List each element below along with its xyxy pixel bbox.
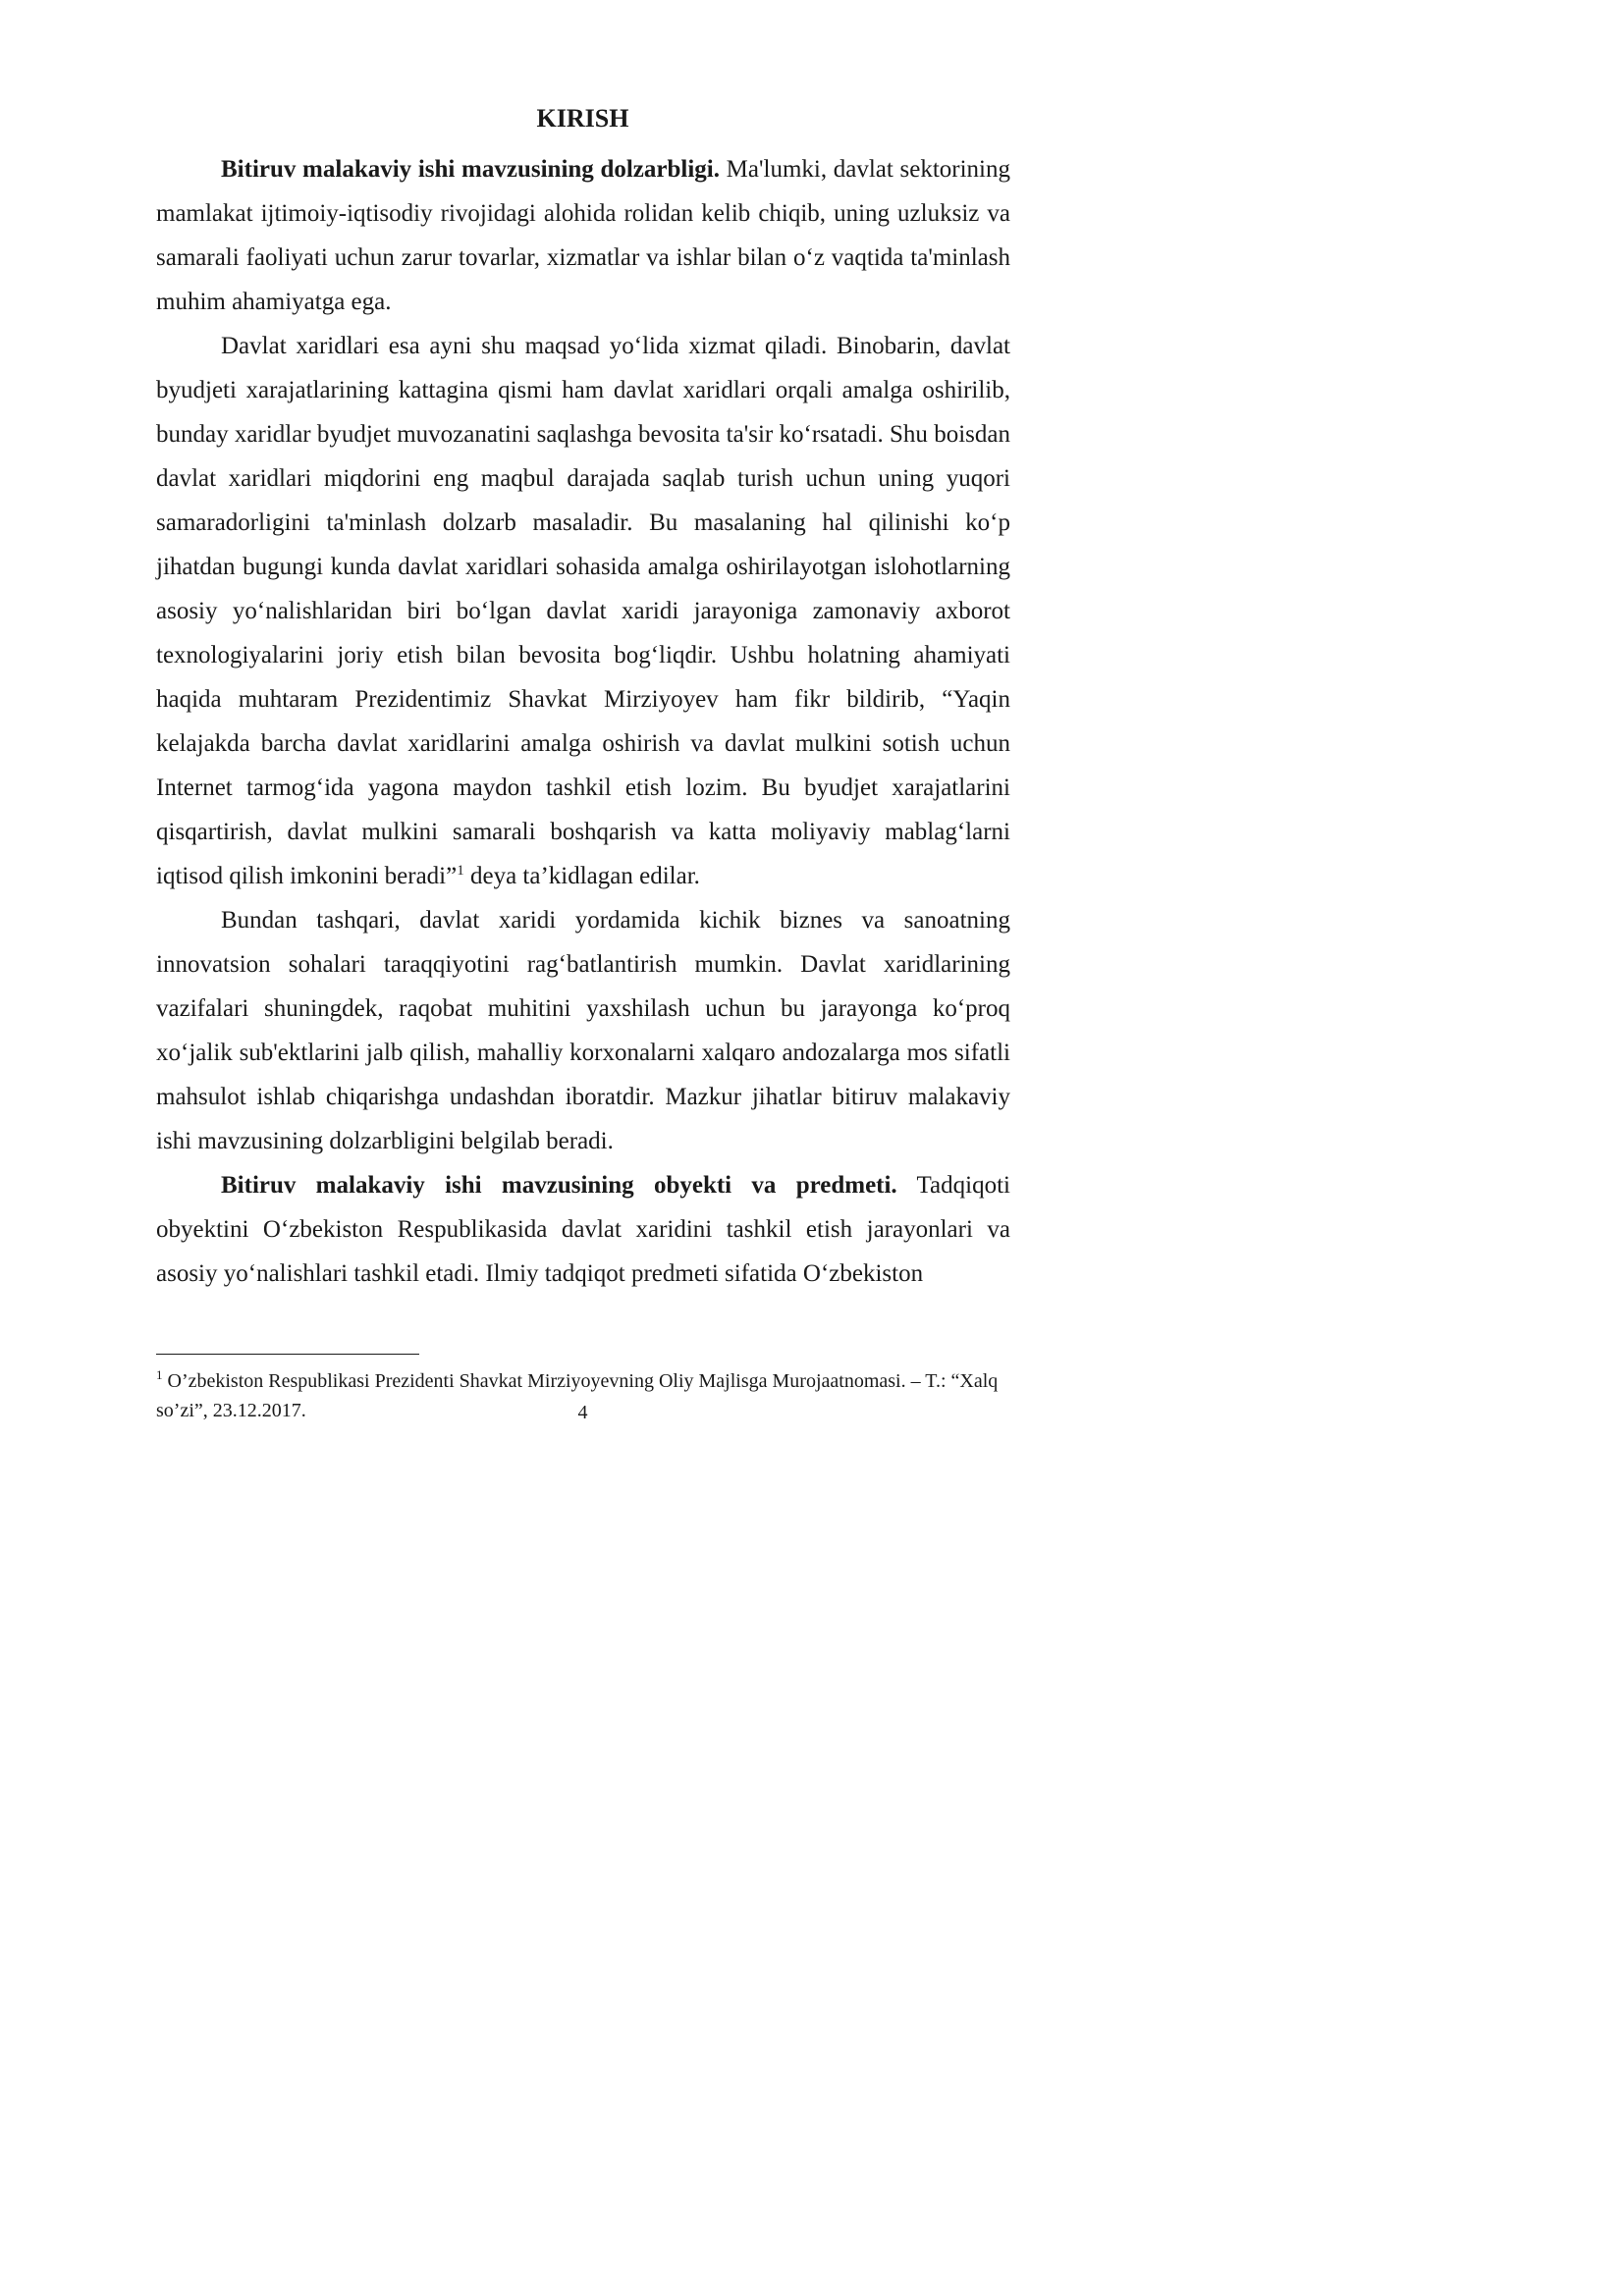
- paragraph-text: Ma'lumki, davlat sektorining mamlakat ijtimoiy-iqtisodiy rivojidagi alohida rolidan kelib chiqib, uning uzluksiz va samarali faoliyati uchun zarur tovarlar, xizmatlar va ishlar bilan o‘z vaqtida ta'minlash muhim ahamiyatga ega.: [156, 156, 1010, 315]
- footnote-separator: [156, 1354, 419, 1355]
- paragraph-innovation: [156, 898, 1010, 1163]
- paragraph-text: Davlat xaridlari esa ayni shu maqsad yo‘lida xizmat qiladi. Binobarin, davlat byudjeti xarajatlarining kattagina qismi ham davlat xaridlari orqali amalga oshirilib, bunday xaridlar byudjet muvozanatini saqlashga bevosita ta'sir ko‘rsatadi. Shu boisdan davlat xaridlari miqdorini eng maqbul darajada saqlab turish uchun uning yuqori samaradorligini ta'minlash dolzarb masaladir. Bu masalaning hal qilinishi ko‘p jihatdan bugungi kunda davlat xaridlari sohasida amalga oshirilayotgan islohotlarning asosiy yo‘nalishlaridan biri bo‘lgan davlat xaridi jarayoniga zamonaviy axborot texnologiyalarini joriy etish bilan bevosita bog‘liqdir. Ushbu holatning ahamiyati haqida muhtaram Prezidentimiz Shavkat Mirziyoyev ham fikr bildirib, “Yaqin kelajakda barcha davlat xaridlarini amalga oshirish va davlat mulkini sotish uchun Internet tarmog‘ida yagona maydon tashkil etish lozim. Bu byudjet xarajatlarini qisqartirish, davlat mulkini samarali boshqarish va katta moliyaviy mablag‘larni iqtisod qilish imkonini beradi”: [156, 333, 1010, 889]
- page-number: 4: [577, 1402, 588, 1423]
- document-page: [0, 0, 1083, 1531]
- paragraph-text: Bundan tashqari, davlat xaridi yordamida kichik biznes va sanoatning innovatsion sohalari taraqqiyotini rag‘batlantirish mumkin. Davlat xaridlarining vazifalari shuningdek, raqobat muhitini yaxshilash uchun bu jarayonga ko‘proq xo‘jalik sub'ektlarini jalb qilish, mahalliy korxonalarni xalqaro andozalarga mos sifatli mahsulot ishlab chiqarishga undashdan iboratdir. Mazkur jihatlar bitiruv malakaviy ishi mavzusining dolzarbligini belgilab beradi.: [156, 907, 1010, 1154]
- paragraph-object-subject: [156, 1163, 1010, 1296]
- paragraph-relevance: [156, 147, 1010, 324]
- paragraph-text-after: deya ta’kidlagan edilar.: [463, 863, 700, 889]
- paragraph-lead: Bitiruv malakaviy ishi mavzusining dolzarbligi.: [221, 156, 720, 183]
- paragraph-text: Tadqiqoti obyektini O‘zbekiston Respublikasida davlat xaridini tashkil etish jarayonlari va asosiy yo‘nalishlari tashkil etadi. Ilmiy tadqiqot predmeti sifatida O‘zbekiston: [156, 1172, 1010, 1287]
- paragraph-procurement: [156, 324, 1010, 898]
- paragraph-lead: Bitiruv malakaviy ishi mavzusining obyekti va predmeti.: [221, 1172, 897, 1199]
- footnote-text: O’zbekiston Respublikasi Prezidenti Shavkat Mirziyoyevning Oliy Majlisga Murojaatnomasi. – T.: “Xalq so’zi”, 23.12.2017.: [156, 1370, 999, 1421]
- body-text: [156, 147, 1010, 1296]
- footnote-reference: 1: [457, 863, 464, 879]
- section-heading: KIRISH: [536, 104, 629, 133]
- footnote-mark: 1: [156, 1367, 163, 1382]
